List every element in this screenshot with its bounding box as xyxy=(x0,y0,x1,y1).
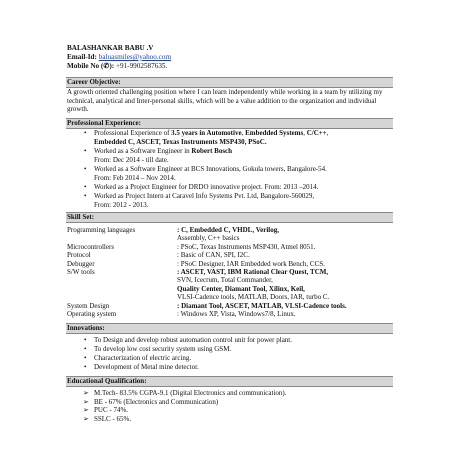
skill-value: : C, Embedded C, VHDL, Verilog, xyxy=(177,226,279,234)
skill-value: : Windows XP, Vista, Windows7/8, Linux. xyxy=(177,310,296,318)
innovation-item: To Design and develop robust automation control unit for power plant. xyxy=(94,336,292,344)
education-item: SSLC - 65%. xyxy=(94,414,132,423)
innovation-item: To develop low cost security system using GSM. xyxy=(94,345,232,353)
skill-value: : ASCET, VAST, IBM Rational Clear Quest, TCM, xyxy=(177,268,329,276)
candidate-name: BALASHANKAR BABU .V xyxy=(67,44,154,52)
arrow-bullet-icon: ➢ xyxy=(83,389,89,397)
bullet-dot-icon: • xyxy=(84,363,87,371)
skill-value: : PSoC, Texas Instruments MSP430, Atmel 8051. xyxy=(177,242,316,251)
experience-item-1-line1: Professional Experience of 3.5 years in Automotive, Embedded Systems, C/C++, xyxy=(94,129,329,137)
skill-label: Protocol xyxy=(67,251,91,260)
experience-item-5-line1: Worked as Project Intern at Caravel Info Systems Pvt. Ltd, Bangalore-560029, xyxy=(94,192,315,200)
bullet-dot-icon: • xyxy=(84,147,87,155)
skill-value: : Basic of CAN, SPI, I2C. xyxy=(177,251,250,260)
email-label: Email-Id: xyxy=(67,53,99,61)
mobile-line xyxy=(67,62,167,71)
skill-label: Programming languages xyxy=(67,226,136,234)
skill-value: Assembly, C++ basics xyxy=(177,234,240,243)
education-item: M.Tech- 83.5% CGPA-9.1 (Digital Electronics and communication). xyxy=(94,389,287,397)
skill-value: Quality Center, Diamant Tool, Xilinx, Keil, xyxy=(177,284,305,293)
education-item: PUC - 74%. xyxy=(94,406,129,415)
objective-text: A growth oriented challenging position where I can learn independently while working in a team by utilizing my technical, analytical and Inter-personal skills, which will be a value addition to the organization and individual growth. xyxy=(67,88,383,114)
innovation-item: Development of Metal mine detector. xyxy=(94,363,199,371)
education-heading: Educational Qualification: xyxy=(66,376,393,387)
experience-item-2-line2: From: Dec 2014 - till date. xyxy=(94,155,169,164)
skill-label: Microcontrollers xyxy=(67,242,115,251)
arrow-bullet-icon: ➢ xyxy=(83,406,89,415)
skill-label: S/W tools xyxy=(67,268,95,276)
education-item: BE - 67% (Electronics and Communication) xyxy=(94,397,219,406)
experience-item-1-line2: Embedded C, ASCET, Texas Instruments MSP430, PSoC. xyxy=(94,137,267,146)
experience-heading: Professional Experience: xyxy=(66,118,393,129)
bullet-dot-icon: • xyxy=(84,129,87,137)
bullet-dot-icon: • xyxy=(84,192,87,200)
bullet-dot-icon: • xyxy=(84,182,87,191)
innovation-item: Characterization of electric arcing. xyxy=(94,354,192,362)
skill-value: : PSoC Designer, IAR Embedded work Bench, CCS. xyxy=(177,259,325,268)
experience-item-5-line2: From: 2012 - 2013. xyxy=(94,200,149,209)
innovations-heading: Innovations: xyxy=(66,323,393,334)
email-link[interactable]: baluasmiles@yahoo.com xyxy=(98,53,172,61)
experience-item-4-line1: Worked as a Project Engineer for DRDO innovative project. From: 2013 –2014. xyxy=(94,182,319,191)
skill-value: VLSI-Cadence tools, MATLAB, Doors, IAR, turbo C. xyxy=(177,293,330,302)
bullet-dot-icon: • xyxy=(84,354,87,362)
experience-item-3-line1: Worked as a Software Engineer at BCS Innovations, Gokula towers, Bangalore-54. xyxy=(94,165,327,173)
objective-heading: Career Objective: xyxy=(66,77,393,88)
email-line xyxy=(67,53,171,62)
skill-label: System Design xyxy=(67,301,110,310)
skill-label: Operating system xyxy=(67,310,117,318)
experience-item-3-line2: From: Feb 2014 – Nov 2014. xyxy=(94,173,176,182)
bullet-dot-icon: • xyxy=(84,165,87,173)
skill-label: Debugger xyxy=(67,259,95,268)
skills-heading: Skill Set: xyxy=(66,212,393,223)
skill-value: : Diamant Tool, ASCET, MATLAB, VLSI-Cadence tools. xyxy=(177,301,347,310)
arrow-bullet-icon: ➢ xyxy=(83,414,89,423)
mobile-label: Mobile No (✆): xyxy=(67,62,116,70)
arrow-bullet-icon: ➢ xyxy=(83,397,89,406)
bullet-dot-icon: • xyxy=(84,336,87,344)
bullet-dot-icon: • xyxy=(84,345,87,353)
skill-value: SVN, Icecrum, Total Commander, xyxy=(177,276,273,285)
experience-item-2-line1: Worked as a Software Engineer in Robert Bosch xyxy=(94,147,233,155)
mobile-value: +91-9902587635. xyxy=(115,62,168,70)
